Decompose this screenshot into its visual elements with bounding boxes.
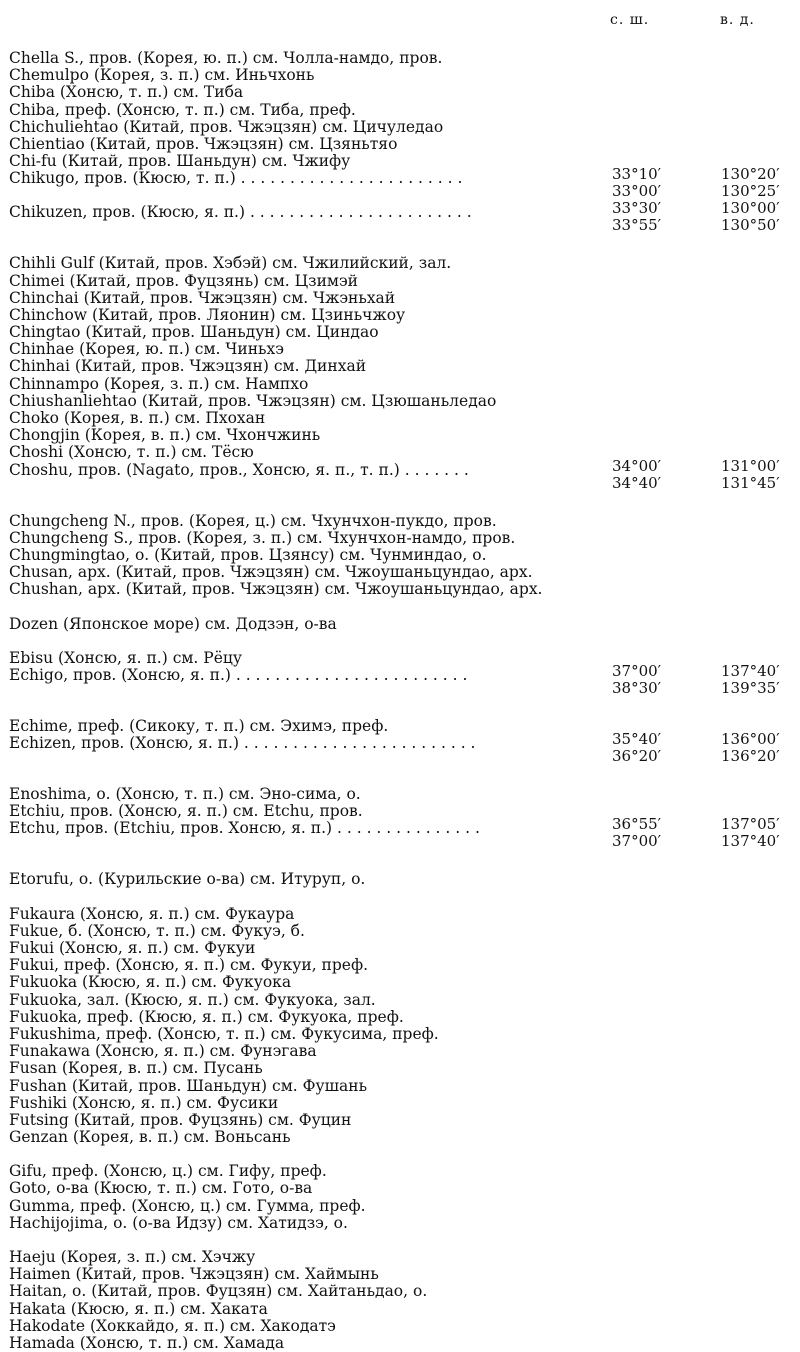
longitude-value: 131°00′ xyxy=(721,456,780,475)
list-item xyxy=(9,1078,794,1095)
list-item xyxy=(9,803,794,820)
entry-text: Chichuliehtao (Китай, пров. Чжэцзян) см. Цичуледао xyxy=(9,117,444,136)
entry-text: Chinhae (Корея, ю. п.) см. Чиньхэ xyxy=(9,340,284,359)
list-item xyxy=(9,50,794,67)
longitude-value: 136°20′ xyxy=(721,747,780,766)
latitude-value: 33°30′ xyxy=(612,199,662,218)
latitude-values xyxy=(612,458,661,492)
entry-text: Chiba (Хонсю, т. п.) см. Тиба xyxy=(9,83,244,102)
entry-text: Dozen (Японское море) см. Додзэн, о-ва xyxy=(9,614,337,633)
list-item xyxy=(9,324,794,341)
list-item xyxy=(9,119,794,136)
list-item xyxy=(9,957,794,974)
list-item xyxy=(9,444,794,461)
entry-text: Chi-fu (Китай, пров. Шаньдун) см. Чжифу xyxy=(9,152,351,171)
latitude-value: 36°20′ xyxy=(612,747,662,766)
entry-text: Choshi (Хонсю, т. п.) см. Тёсю xyxy=(9,443,254,462)
entry-text: Gumma, преф. (Хонсю, ц.) см. Гумма, преф. xyxy=(9,1196,366,1215)
longitude-value: 131°45′ xyxy=(721,473,780,492)
list-item xyxy=(9,165,794,204)
entry-text: Chiba, преф. (Хонсю, т. п.) см. Тиба, преф. xyxy=(9,100,356,119)
entry-text: Fukaura (Хонсю, я. п.) см. Фукаура xyxy=(9,904,295,923)
list-item xyxy=(9,1198,794,1215)
list-item xyxy=(9,1301,794,1318)
entry-text: Chongjin (Корея, в. п.) см. Чхончжинь xyxy=(9,426,321,445)
entry-text: Chusan, арх. (Китай, пров. Чжэцзян) см. Чжоушаньцундао, арх. xyxy=(9,563,533,582)
list-item xyxy=(9,393,794,410)
entry-text: Chiushanliehtao (Китай, пров. Чжэцзян) см. Цзюшаньледао xyxy=(9,391,497,410)
entry-text: Fukushima, преф. (Хонсю, т. п.) см. Фукусима, преф. xyxy=(9,1024,439,1043)
list-item xyxy=(9,547,794,564)
list-item xyxy=(9,650,794,667)
list-item xyxy=(9,974,794,991)
entry-text: Fukuoka, зал. (Кюсю, я. п.) см. Фукуока, зал. xyxy=(9,990,376,1009)
list-item xyxy=(9,273,794,290)
list-item xyxy=(9,102,794,119)
entry-text: Chinchai (Китай, пров. Чжэцзян) см. Чжэньхай xyxy=(9,288,396,307)
entry-text: Chushan, арх. (Китай, пров. Чжэцзян) см. Чжоушаньцундао, арх. xyxy=(9,580,543,599)
entry-text: Chungmingtao, о. (Китай, пров. Цзянсу) см. Чунминдао, о. xyxy=(9,545,487,564)
entry-text: Gifu, преф. (Хонсю, ц.) см. Гифу, преф. xyxy=(9,1162,327,1181)
entry-text: Haeju (Корея, з. п.) см. Хэчжу xyxy=(9,1248,256,1266)
entry-text: Hakata (Кюсю, я. п.) см. Хаката xyxy=(9,1299,268,1318)
list-item xyxy=(9,923,794,940)
list-item xyxy=(9,1060,794,1077)
entry-text: Fukuoka, преф. (Кюсю, я. п.) см. Фукуока, преф. xyxy=(9,1007,404,1026)
list-item xyxy=(9,1043,794,1060)
list-item xyxy=(9,67,794,84)
longitude-column-header: в. д. xyxy=(720,12,755,28)
list-item xyxy=(9,940,794,957)
list-item xyxy=(9,376,794,393)
entry-text: Fushiki (Хонсю, я. п.) см. Фусики xyxy=(9,1093,279,1112)
entry-text: Chimei (Китай, пров. Фуцзянь) см. Цзимэй xyxy=(9,271,358,290)
entry-text: Chinhai (Китай, пров. Чжэцзян) см. Динхай xyxy=(9,357,367,376)
list-item xyxy=(9,564,794,581)
list-item xyxy=(9,290,794,307)
list-item xyxy=(9,84,794,101)
entry-text: Fukue, б. (Хонсю, т. п.) см. Фукуэ, б. xyxy=(9,921,305,940)
entry-text: Fushan (Китай, пров. Шаньдун) см. Фушань xyxy=(9,1076,368,1095)
longitude-value: 136°00′ xyxy=(721,730,780,749)
latitude-column-header: с. ш. xyxy=(610,12,650,28)
latitude-value: 33°10′ xyxy=(612,165,662,184)
longitude-value: 130°25′ xyxy=(721,182,780,201)
list-item xyxy=(9,906,794,923)
list-item xyxy=(9,513,794,530)
entry-text: Genzan (Корея, в. п.) см. Воньсань xyxy=(9,1128,291,1147)
longitude-values xyxy=(721,731,780,765)
list-item xyxy=(9,815,794,854)
entry-text: Chinchow (Китай, пров. Ляонин) см. Цзиньчжоу xyxy=(9,305,406,324)
latitude-value: 34°00′ xyxy=(612,456,662,475)
list-item xyxy=(9,786,794,803)
list-item xyxy=(9,1163,794,1180)
latitude-values xyxy=(612,816,661,850)
list-item xyxy=(9,307,794,324)
entry-text: Etorufu, о. (Курильские о-ва) см. Итуруп, о. xyxy=(9,870,366,889)
entry-text: Chikuzen, пров. (Кюсю, я. п.) . . . . . . . . . . . . . . . . . . . . . . . xyxy=(9,203,472,222)
list-item xyxy=(9,718,794,735)
latitude-value: 35°40′ xyxy=(612,730,662,749)
list-item xyxy=(9,1009,794,1026)
latitude-value: 37°00′ xyxy=(612,832,662,851)
entry-text: Haimen (Китай, пров. Чжэцзян) см. Хаймынь xyxy=(9,1265,379,1284)
entry-text: Fukui (Хонсю, я. п.) см. Фукуи xyxy=(9,939,256,957)
list-item xyxy=(9,341,794,358)
entry-text: Etchu, пров. (Etchiu, пров. Хонсю, я. п.) . . . . . . . . . . . . . . . xyxy=(9,819,480,838)
longitude-value: 137°05′ xyxy=(721,815,780,834)
list-item xyxy=(9,199,794,238)
longitude-values xyxy=(721,816,780,850)
entry-text: Hamada (Хонсю, т. п.) см. Хамада xyxy=(9,1333,285,1352)
list-item xyxy=(9,581,794,598)
longitude-value: 130°50′ xyxy=(721,216,780,235)
entry-text: Echizen, пров. (Хонсю, я. п.) . . . . . . . . . . . . . . . . . . . . . . . . xyxy=(9,734,476,753)
list-item xyxy=(9,1026,794,1043)
latitude-values xyxy=(612,731,661,765)
list-item xyxy=(9,1318,794,1335)
entry-text: Choshu, пров. (Nagato, пров., Хонсю, я. п., т. п.) . . . . . . . xyxy=(9,460,469,479)
list-item xyxy=(9,1249,794,1266)
list-item xyxy=(9,661,794,701)
list-item xyxy=(9,1129,794,1146)
list-item xyxy=(9,1180,794,1197)
list-item xyxy=(9,1266,794,1283)
list-item xyxy=(9,255,794,272)
list-item xyxy=(9,1335,794,1352)
latitude-value: 34°40′ xyxy=(612,473,662,492)
list-item xyxy=(9,427,794,444)
entry-text: Fukui, преф. (Хонсю, я. п.) см. Фукуи, преф. xyxy=(9,956,369,975)
entry-text: Goto, о-ва (Кюсю, т. п.) см. Гото, о-ва xyxy=(9,1179,313,1198)
gazetteer-list xyxy=(9,50,794,1352)
longitude-value: 130°00′ xyxy=(721,199,780,218)
entry-text: Chungcheng N., пров. (Корея, ц.) см. Чхунчхон-пукдо, пров. xyxy=(9,511,497,530)
longitude-values xyxy=(721,663,780,697)
latitude-value: 38°30′ xyxy=(612,678,662,697)
entry-text: Futsing (Китай, пров. Фуцзянь) см. Фуцин xyxy=(9,1110,352,1129)
latitude-value: 36°55′ xyxy=(612,815,662,834)
entry-text: Chemulpo (Корея, з. п.) см. Иньчхонь xyxy=(9,66,315,85)
latitude-value: 33°55′ xyxy=(612,216,662,235)
entry-text: Etchiu, пров. (Хонсю, я. п.) см. Etchu, пров. xyxy=(9,802,363,821)
list-item xyxy=(9,530,794,547)
entry-text: Fukuoka (Кюсю, я. п.) см. Фукуока xyxy=(9,973,292,992)
list-item xyxy=(9,153,794,170)
entry-text: Haitan, о. (Китай, пров. Фуцзян) см. Хайтаньдао, о. xyxy=(9,1282,428,1301)
entry-text: Hakodate (Хоккайдо, я. п.) см. Хакодатэ xyxy=(9,1316,336,1335)
list-item xyxy=(9,410,794,427)
entry-text: Chinnampo (Корея, з. п.) см. Нампхо xyxy=(9,374,309,393)
list-item xyxy=(9,1215,794,1232)
latitude-value: 37°00′ xyxy=(612,661,662,680)
longitude-value: 137°40′ xyxy=(721,661,780,680)
longitude-values xyxy=(721,458,780,492)
entry-text: Chungcheng S., пров. (Корея, з. п.) см. Чхунчхон-намдо, пров. xyxy=(9,528,516,547)
entry-text: Fusan (Корея, в. п.) см. Пусань xyxy=(9,1059,263,1078)
entry-text: Chihli Gulf (Китай, пров. Хэбэй) см. Чжилийский, зал. xyxy=(9,254,452,273)
entry-text: Ebisu (Хонсю, я. п.) см. Рёцу xyxy=(9,648,242,667)
entry-text: Echime, преф. (Сикоку, т. п.) см. Эхимэ, преф. xyxy=(9,716,389,735)
entry-text: Chingtao (Китай, пров. Шаньдун) см. Циндао xyxy=(9,323,379,342)
longitude-values xyxy=(721,200,780,234)
longitude-value: 139°35′ xyxy=(721,678,780,697)
longitude-values xyxy=(721,166,780,200)
entry-text: Echigo, пров. (Хонсю, я. п.) . . . . . . . . . . . . . . . . . . . . . . . . xyxy=(9,665,468,684)
entry-text: Funakawa (Хонсю, я. п.) см. Фунэгава xyxy=(9,1042,317,1061)
entry-text: Enoshima, о. (Хонсю, т. п.) см. Эно-сима, о. xyxy=(9,785,361,804)
entry-text: Chientiao (Китай, пров. Чжэцзян) см. Цзяньтяо xyxy=(9,134,398,153)
list-item xyxy=(9,136,794,153)
list-item xyxy=(9,730,794,769)
entry-text: Chella S., пров. (Корея, ю. п.) см. Чолла-намдо, пров. xyxy=(9,49,443,67)
entry-text: Choko (Корея, в. п.) см. Пхохан xyxy=(9,409,266,427)
entry-text: Hachijojima, о. (о-ва Идзу) см. Хатидзэ, о. xyxy=(9,1213,348,1232)
latitude-values xyxy=(612,663,661,697)
longitude-value: 130°20′ xyxy=(721,165,780,184)
latitude-values xyxy=(612,200,661,234)
list-item xyxy=(9,992,794,1009)
latitude-value: 33°00′ xyxy=(612,182,662,201)
list-item xyxy=(9,1095,794,1112)
latitude-values xyxy=(612,166,661,200)
list-item xyxy=(9,358,794,375)
longitude-value: 137°40′ xyxy=(721,832,780,851)
list-item xyxy=(9,1112,794,1129)
list-item xyxy=(9,456,794,496)
entry-text: Chikugo, пров. (Кюсю, т. п.) . . . . . . . . . . . . . . . . . . . . . . . xyxy=(9,169,463,188)
list-item xyxy=(9,616,794,633)
list-item xyxy=(9,871,794,888)
